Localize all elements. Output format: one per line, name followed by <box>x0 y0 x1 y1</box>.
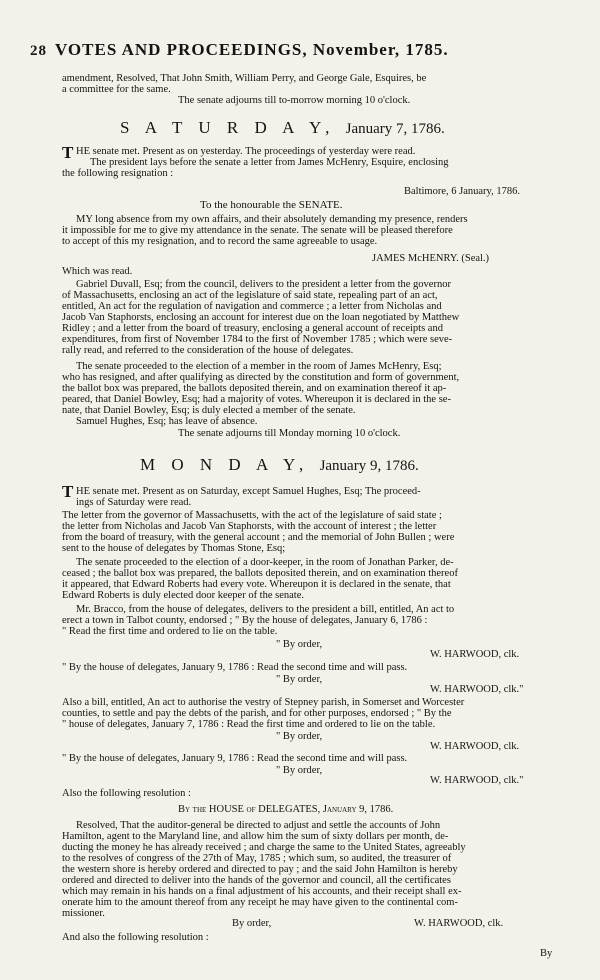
text-line: Samuel Hughes, Esq; has leave of absence. <box>76 416 258 427</box>
text-line: rally read, and referred to the consideration of the house of delegates. <box>62 345 354 356</box>
text-line: expenditures, from first of November 1784 to the first of November 1785 ; which were seve- <box>62 334 453 345</box>
day-heading-date: January 9, 1786. <box>319 458 419 474</box>
text-line: Which was read. <box>62 266 133 277</box>
text-line: sent to the house of delegates by Thomas Stone, Esq; <box>62 543 286 554</box>
text-line: The president lays before the senate a letter from James McHenry, Esquire, enclosing <box>90 157 449 168</box>
text-line: missioner. <box>62 908 105 919</box>
text-line: Mr. Bracco, from the house of delegates, delivers to the president a bill, entitled, An act to <box>76 604 455 615</box>
text-line: the following resignation : <box>62 168 174 179</box>
text-line: Resolved, That the auditor-general be directed to adjust and settle the accounts of John <box>76 820 441 831</box>
text-line: And also the following resolution : <box>62 932 209 943</box>
text-line: it impossible for me to give my attendance in the senate. The senate will be pleased therefore <box>62 225 453 236</box>
text-line: a committee for the same. <box>62 84 171 95</box>
text-line: The senate proceeded to the election of a member in the room of James McHenry, Esq; <box>76 361 442 372</box>
text-line: ceased ; the ballot box was prepared, the ballots deposited therein, and on examination thereof <box>62 568 458 579</box>
text-line: ings of Saturday were read. <box>76 497 192 508</box>
text-line: HE senate met. Present as on yesterday. The proceedings of yesterday were read. <box>76 146 416 157</box>
text-line: " By the house of delegates, January 9, 1786 : Read the second time and will pass. <box>62 753 408 764</box>
day-heading <box>140 455 419 475</box>
clerk-signature: W. HARWOOD, clk." <box>430 775 524 786</box>
letter-signature: JAMES McHENRY. (Seal.) <box>372 253 490 264</box>
endorsement-by-order: By order, <box>232 918 272 929</box>
text-line: onerate him to the amount thereof from any receipt he may have given to the continental com- <box>62 897 458 908</box>
endorsement-by-order: " By order, <box>276 731 323 742</box>
day-heading-day: M O N D A Y, <box>140 455 310 474</box>
text-line: ordered and directed to deliver into the hands of the governor and council, all the certificates <box>62 875 451 886</box>
text-line: Edward Roberts is duly elected door keeper of the senate. <box>62 590 304 601</box>
text-line: to accept of this my resignation, and to record the same agreeable to usage. <box>62 236 378 247</box>
text-line: HE senate met. Present as on Saturday, except Samuel Hughes, Esq; The proceed- <box>76 486 421 497</box>
text-line: " house of delegates, January 7, 1786 : Read the first time and ordered to lie on the table. <box>62 719 436 730</box>
text-line: Also a bill, entitled, An act to authorise the vestry of Stepney parish, in Somerset and Worcester <box>62 697 465 708</box>
header-title: VOTES AND PROCEEDINGS, November, 1785. <box>55 40 449 59</box>
clerk-signature: W. HARWOOD, clk. <box>430 649 520 660</box>
clerk-signature: W. HARWOOD, clk. <box>414 918 504 929</box>
text-line: The letter from the governor of Massachusetts, with the act of the legislature of said state ; <box>62 510 442 521</box>
text-line: amendment, Resolved, That John Smith, William Perry, and George Gale, Esquires, be <box>62 73 427 84</box>
text-line: The senate proceeded to the election of a door-keeper, in the room of Jonathan Parker, de- <box>76 557 454 568</box>
text-line: ducting the money he has already received ; and charge the same to the United States, agreeably <box>62 842 466 853</box>
letter-salutation: To the honourable the SENATE. <box>200 199 343 211</box>
text-line: Jacob Van Staphorsts, enclosing an account for interest due on the loan negotiated by Matthew <box>62 312 460 323</box>
adjourn-line: The senate adjourns till Monday morning 10 o'clock. <box>178 428 401 439</box>
day-heading-date: January 7, 1786. <box>345 121 445 137</box>
endorsement-by-order: " By order, <box>276 674 323 685</box>
text-line: it appeared, that Edward Roberts had every vote. Whereupon it is declared in the senate, that <box>62 579 451 590</box>
endorsement-by-order: " By order, <box>276 765 323 776</box>
day-heading-day: S A T U R D A Y, <box>120 118 336 137</box>
text-line: who has resigned, and after qualifying as directed by the constitution and form of government, <box>62 372 460 383</box>
clerk-signature: W. HARWOOD, clk." <box>430 684 524 695</box>
text-line: " Read the first time and ordered to lie on the table. <box>62 626 278 637</box>
drop-cap: T <box>62 482 74 501</box>
text-line: of Massachusetts, enclosing an act of the legislature of said state, repealing part of an act, <box>62 290 438 301</box>
running-header <box>30 40 586 60</box>
text-line: Hamilton, agent to the Maryland line, and allow him the sum of sixty dollars per month, de- <box>62 831 449 842</box>
text-line: the western shore is hereby ordered and directed to pay ; and the said John Hamilton is hereby <box>62 864 458 875</box>
text-line: from the board of treasury, with the general account ; and the memorial of John Bullen ; were <box>62 532 455 543</box>
clerk-signature: W. HARWOOD, clk. <box>430 741 520 752</box>
text-line: the ballot box was prepared, the ballots deposited therein, and on examination thereof it ap- <box>62 383 447 394</box>
text-line: the letter from Nicholas and Jacob Van Staphorsts, with the account of interest ; the letter <box>62 521 437 532</box>
text-line: nate, that Daniel Bowley, Esq; is duly elected a member of the senate. <box>62 405 356 416</box>
text-line: entitled, An act for the regulation of navigation and commerce ; a letter from Nicholas and <box>62 301 442 312</box>
text-line: Also the following resolution : <box>62 788 191 799</box>
text-line: erect a town in Talbot county, endorsed ; " By the house of delegates, January 6, 1786 : <box>62 615 428 626</box>
letter-dateline: Baltimore, 6 January, 1786. <box>404 186 520 197</box>
page-number: 28 <box>30 43 47 59</box>
adjourn-line: The senate adjourns till to-morrow morning 10 o'clock. <box>178 95 411 106</box>
text-line: Ridley ; and a letter from the board of treasury, enclosing a general account of receipts and <box>62 323 443 334</box>
text-line: Gabriel Duvall, Esq; from the council, delivers to the president a letter from the governor <box>76 279 451 290</box>
text-line: peared, that Daniel Bowley, Esq; had a majority of votes. Whereupon it is declared in the se- <box>62 394 451 405</box>
text-line: MY long absence from my own affairs, and their absolutely demanding my presence, renders <box>76 214 468 225</box>
day-heading <box>120 118 445 138</box>
text-line: " By the house of delegates, January 9, 1786 : Read the second time and will pass. <box>62 662 408 673</box>
endorsement-by-order: " By order, <box>276 639 323 650</box>
text-line: to the resolves of congress of the 27th of May, 1785 ; which sum, so audited, the treasurer of <box>62 853 452 864</box>
resolution-heading: By the HOUSE of DELEGATES, January 9, 1786. <box>178 804 394 815</box>
drop-cap: T <box>62 143 74 162</box>
text-line: which may remain in his hands on a final adjustment of his accounts, and their receipt shall ex- <box>62 886 462 897</box>
text-line: counties, to settle and pay the debts of the parish, and for other purposes, endorsed ; " By the <box>62 708 452 719</box>
catchword: By <box>540 948 553 959</box>
